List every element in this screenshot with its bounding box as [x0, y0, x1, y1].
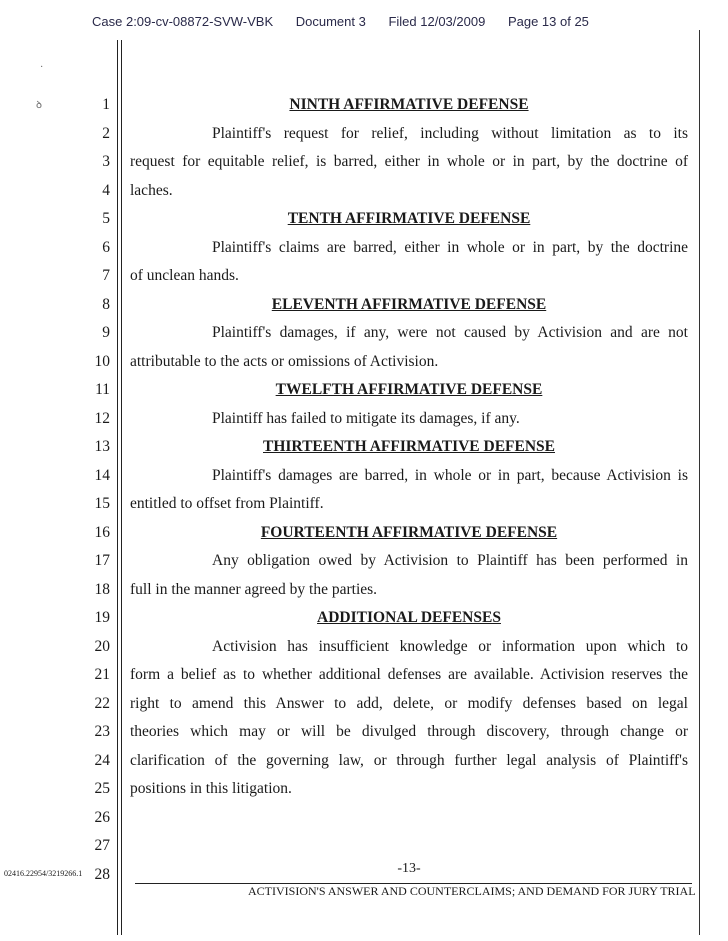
line-number: 5	[102, 210, 110, 227]
line-number: 21	[94, 666, 110, 683]
line-number: 28	[94, 865, 110, 883]
line-text: Plaintiff's damages are barred, in whole or in part, because Activision is	[212, 466, 688, 484]
margin-rule-outer	[117, 40, 118, 935]
line-text: request for equitable relief, is barred, either in whole or in part, by the doctrine of	[130, 153, 688, 170]
scan-mark: ·	[40, 62, 44, 73]
line-number: 17	[94, 552, 110, 569]
line-number: 12	[94, 409, 110, 427]
document-number: Document 3	[295, 14, 366, 29]
line-text: entitled to offset from Plaintiff.	[130, 495, 324, 512]
line-text: of unclean hands.	[130, 267, 239, 284]
line-text: laches.	[130, 181, 173, 199]
line-text: Any obligation owed by Activision to Plaintiff has been performed in	[212, 552, 688, 569]
line-text: clarification of the governing law, or through further legal analysis of Plaintiff's	[130, 751, 688, 769]
line-text: positions in this litigation.	[130, 780, 292, 797]
footer-doc-id: 02416.22954/3219266.1	[4, 869, 83, 878]
line-number: 22	[94, 694, 110, 712]
section-heading: ELEVENTH AFFIRMATIVE DEFENSE	[271, 295, 547, 313]
line-number: 11	[95, 381, 110, 398]
section-heading: TENTH AFFIRMATIVE DEFENSE	[287, 210, 531, 227]
line-number: 13	[94, 438, 110, 455]
section-heading: THIRTEENTH AFFIRMATIVE DEFENSE	[263, 438, 555, 455]
line-number: 6	[102, 238, 110, 256]
line-text: attributable to the acts or omissions of Activision.	[130, 352, 439, 370]
line-number: 8	[102, 295, 110, 313]
line-text: right to amend this Answer to add, delete, or modify defenses based on legal	[130, 694, 688, 712]
line-number: 4	[102, 181, 110, 199]
case-number: Case 2:09-cv-08872-SVW-VBK	[92, 14, 274, 29]
section-heading: ADDITIONAL DEFENSES	[317, 609, 501, 626]
section-heading: NINTH AFFIRMATIVE DEFENSE	[289, 96, 529, 113]
scan-mark: ꝺ	[36, 100, 42, 111]
line-number: 10	[94, 352, 110, 370]
right-margin-rule	[699, 30, 700, 935]
line-number: 1	[102, 96, 110, 113]
section-heading: TWELFTH AFFIRMATIVE DEFENSE	[275, 381, 543, 398]
page-count: Page 13 of 25	[507, 14, 589, 29]
line-number: 26	[94, 808, 110, 826]
line-number: 23	[94, 723, 110, 740]
line-text: Plaintiff's damages, if any, were not caused by Activision and are not	[212, 324, 688, 341]
line-number: 18	[94, 580, 110, 598]
case-header	[92, 14, 608, 29]
line-number: 2	[102, 124, 110, 142]
line-number: 24	[94, 751, 110, 769]
line-number: 9	[102, 324, 110, 341]
filed-date: Filed 12/03/2009	[388, 14, 486, 29]
footer-title: ACTIVISION'S ANSWER AND COUNTERCLAIMS; AND DEMAND FOR JURY TRIAL	[248, 884, 696, 898]
line-number: 20	[94, 637, 110, 655]
section-heading: FOURTEENTH AFFIRMATIVE DEFENSE	[260, 523, 558, 541]
margin-rule-inner	[121, 40, 122, 935]
line-text: full in the manner agreed by the parties.	[130, 580, 378, 598]
line-number: 3	[102, 153, 110, 170]
line-number: 27	[94, 837, 110, 854]
line-number: 14	[94, 466, 110, 484]
line-text: form a belief as to whether additional defenses are available. Activision reserves the	[130, 666, 688, 683]
line-number: 19	[94, 609, 110, 626]
line-text: Plaintiff's claims are barred, either in whole or in part, by the doctrine	[212, 238, 688, 256]
line-text: Plaintiff's request for relief, including without limitation as to its	[212, 124, 688, 142]
line-text: theories which may or will be divulged through discovery, through change or	[130, 723, 688, 740]
line-number: 25	[94, 780, 110, 797]
line-text: Plaintiff has failed to mitigate its damages, if any.	[212, 409, 520, 427]
footer-page-number: -13-	[397, 861, 421, 876]
line-number: 16	[94, 523, 110, 541]
line-text: Activision has insufficient knowledge or information upon which to	[212, 637, 688, 655]
line-number: 15	[94, 495, 110, 512]
line-number: 7	[102, 267, 110, 284]
